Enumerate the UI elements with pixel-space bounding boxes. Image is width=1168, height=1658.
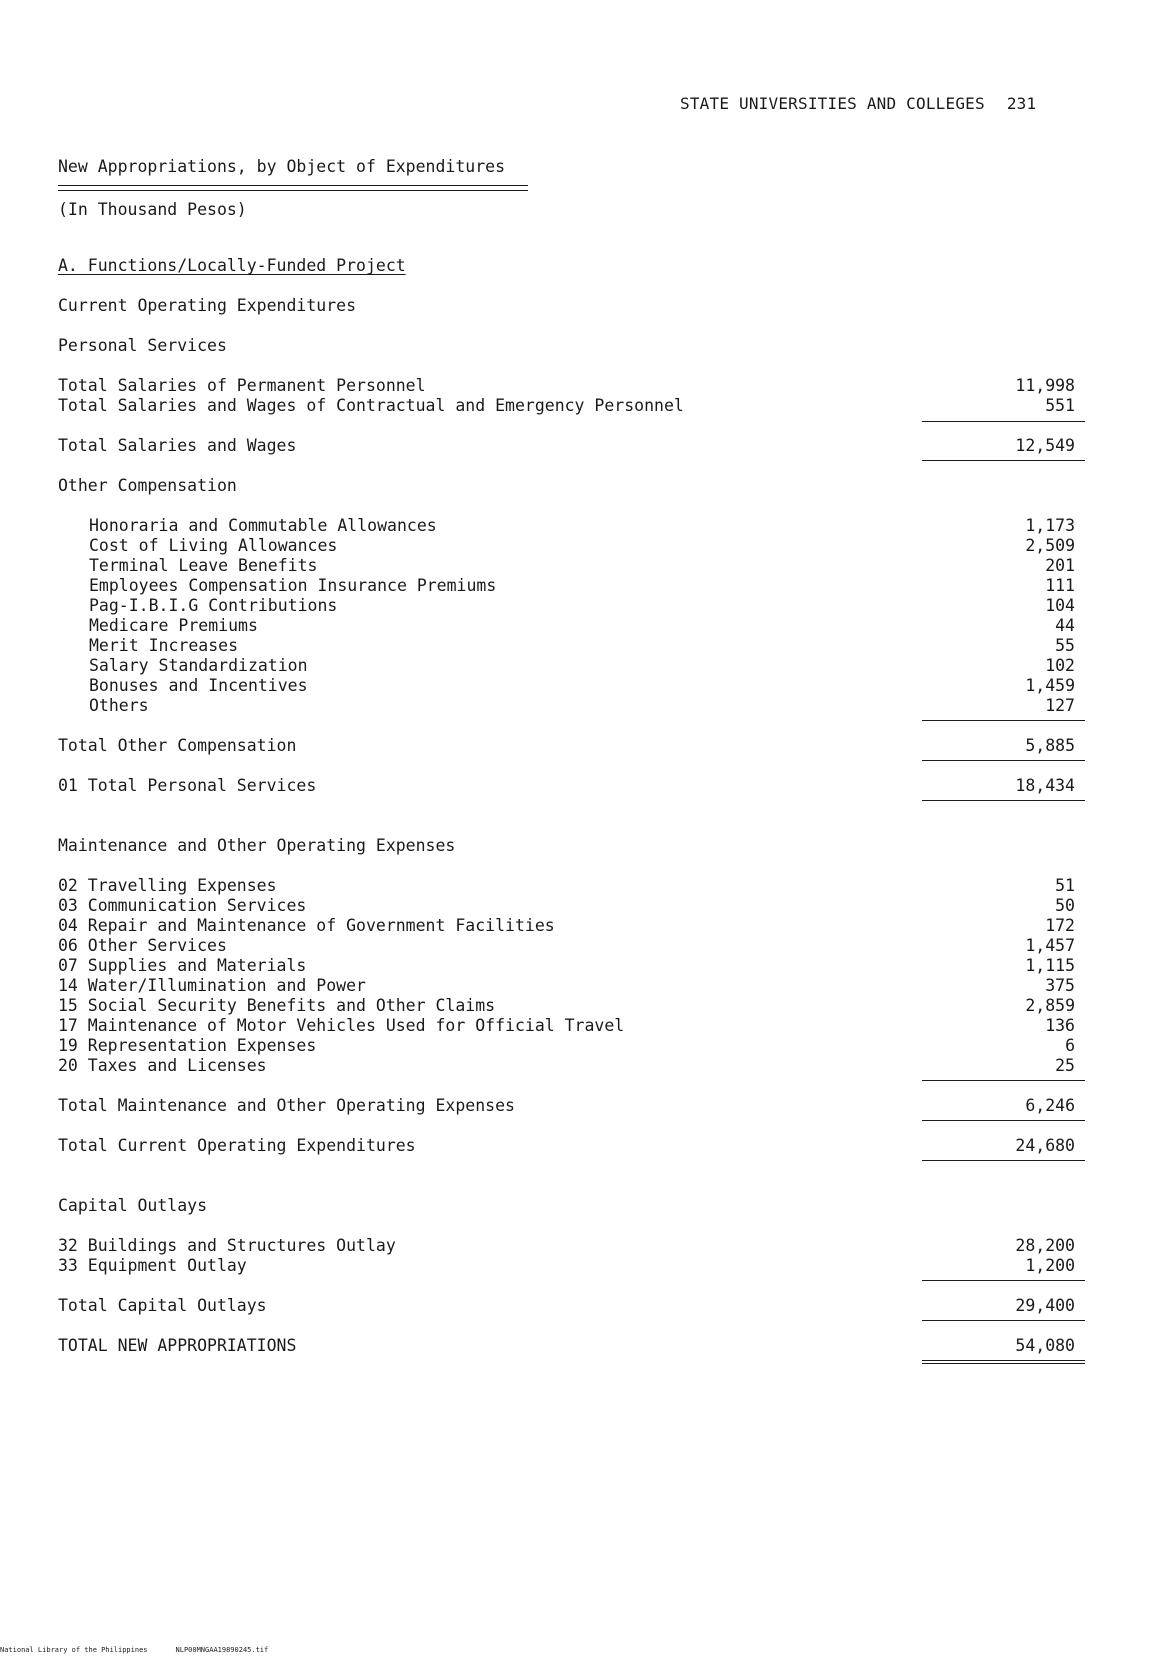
row-value: 25 xyxy=(1055,1056,1075,1075)
file-name: NLP00MNGAA19890245.tif xyxy=(175,1646,269,1654)
row-label: 02 Travelling Expenses xyxy=(58,876,277,895)
row-value: 1,200 xyxy=(1025,1256,1075,1275)
row-value: 172 xyxy=(1045,916,1075,935)
page-header xyxy=(680,94,1036,113)
row-value: 111 xyxy=(1045,576,1075,595)
row-label: Employees Compensation Insurance Premiums xyxy=(89,576,497,595)
row-label: 06 Other Services xyxy=(58,936,227,955)
subtotal-label: Total Other Compensation xyxy=(58,736,297,755)
row-value: 201 xyxy=(1045,556,1075,575)
row-value: 6 xyxy=(1065,1036,1075,1055)
total-rule xyxy=(922,800,1085,801)
row-label: Salary Standardization xyxy=(89,656,308,675)
subtotal-rule xyxy=(922,1080,1085,1081)
row-value: 104 xyxy=(1045,596,1075,615)
row-label: 20 Taxes and Licenses xyxy=(58,1056,267,1075)
row-label: Merit Increases xyxy=(89,636,239,655)
library-name: National Library of the Philippines xyxy=(0,1646,148,1654)
row-label: 14 Water/Illumination and Power xyxy=(58,976,366,995)
row-value: 1,115 xyxy=(1025,956,1075,975)
section-heading: A. Functions/Locally-Funded Project xyxy=(58,256,406,275)
subtotal-rule xyxy=(922,460,1085,461)
subtotal-label: Total Capital Outlays xyxy=(58,1296,267,1315)
row-label: Pag-I.B.I.G Contributions xyxy=(89,596,338,615)
total-rule xyxy=(922,1160,1085,1161)
capital-outlays-heading: Capital Outlays xyxy=(58,1196,208,1215)
row-label: 33 Equipment Outlay xyxy=(58,1256,247,1275)
row-label: Medicare Premiums xyxy=(89,616,258,635)
current-operating-heading: Current Operating Expenditures xyxy=(58,296,357,315)
row-label: Total Salaries and Wages of Contractual and Emergency Personnel xyxy=(58,396,684,415)
row-value: 2,859 xyxy=(1025,996,1075,1015)
row-label: Cost of Living Allowances xyxy=(89,536,338,555)
subtotal-label: Total Maintenance and Other Operating Expenses xyxy=(58,1096,515,1115)
row-value: 51 xyxy=(1055,876,1075,895)
row-label: 17 Maintenance of Motor Vehicles Used for Official Travel xyxy=(58,1016,625,1035)
row-value: 11,998 xyxy=(1015,376,1075,395)
page-title: New Appropriations, by Object of Expenditures xyxy=(58,157,506,176)
subtotal-value: 6,246 xyxy=(1025,1096,1075,1115)
page-number: 231 xyxy=(1006,94,1037,113)
row-value: 50 xyxy=(1055,896,1075,915)
grand-total-value: 54,080 xyxy=(1015,1336,1075,1355)
row-label: Bonuses and Incentives xyxy=(89,676,308,695)
total-label: Total Current Operating Expenditures xyxy=(58,1136,416,1155)
grand-total-label: TOTAL NEW APPROPRIATIONS xyxy=(58,1336,297,1355)
row-value: 1,457 xyxy=(1025,936,1075,955)
subtotal-rule xyxy=(922,720,1085,721)
personal-services-heading: Personal Services xyxy=(58,336,227,355)
row-value: 1,459 xyxy=(1025,676,1075,695)
subtotal-rule xyxy=(922,421,1085,422)
row-value: 551 xyxy=(1045,396,1075,415)
other-compensation-heading: Other Compensation xyxy=(58,476,237,495)
row-label: 15 Social Security Benefits and Other Claims xyxy=(58,996,496,1015)
subtotal-value: 12,549 xyxy=(1015,436,1075,455)
total-value: 18,434 xyxy=(1015,776,1075,795)
row-label: Others xyxy=(89,696,149,715)
row-label: 32 Buildings and Structures Outlay xyxy=(58,1236,396,1255)
subtotal-value: 29,400 xyxy=(1015,1296,1075,1315)
total-value: 24,680 xyxy=(1015,1136,1075,1155)
row-label: Total Salaries of Permanent Personnel xyxy=(58,376,426,395)
row-value: 44 xyxy=(1055,616,1075,635)
row-label: 19 Representation Expenses xyxy=(58,1036,317,1055)
row-label: Honoraria and Commutable Allowances xyxy=(89,516,437,535)
mooe-heading: Maintenance and Other Operating Expenses xyxy=(58,836,456,855)
subtotal-rule xyxy=(922,1320,1085,1321)
grand-total-double-rule xyxy=(922,1360,1085,1364)
row-value: 28,200 xyxy=(1015,1236,1075,1255)
row-value: 375 xyxy=(1045,976,1075,995)
row-label: 03 Communication Services xyxy=(58,896,307,915)
subtotal-rule xyxy=(922,1280,1085,1281)
scan-footer xyxy=(0,1646,268,1654)
row-label: Terminal Leave Benefits xyxy=(89,556,318,575)
subtotal-value: 5,885 xyxy=(1025,736,1075,755)
row-value: 136 xyxy=(1045,1016,1075,1035)
row-label: 04 Repair and Maintenance of Government Facilities xyxy=(58,916,555,935)
subtotal-rule xyxy=(922,1120,1085,1121)
total-label: 01 Total Personal Services xyxy=(58,776,317,795)
title-rule xyxy=(58,185,528,186)
row-value: 102 xyxy=(1045,656,1075,675)
units-note: (In Thousand Pesos) xyxy=(58,200,247,219)
subtotal-label: Total Salaries and Wages xyxy=(58,436,297,455)
row-value: 1,173 xyxy=(1025,516,1075,535)
title-rule xyxy=(58,190,528,191)
row-value: 55 xyxy=(1055,636,1075,655)
row-value: 127 xyxy=(1045,696,1075,715)
agency-name: STATE UNIVERSITIES AND COLLEGES xyxy=(680,94,985,113)
subtotal-rule xyxy=(922,760,1085,761)
row-label: 07 Supplies and Materials xyxy=(58,956,307,975)
row-value: 2,509 xyxy=(1025,536,1075,555)
